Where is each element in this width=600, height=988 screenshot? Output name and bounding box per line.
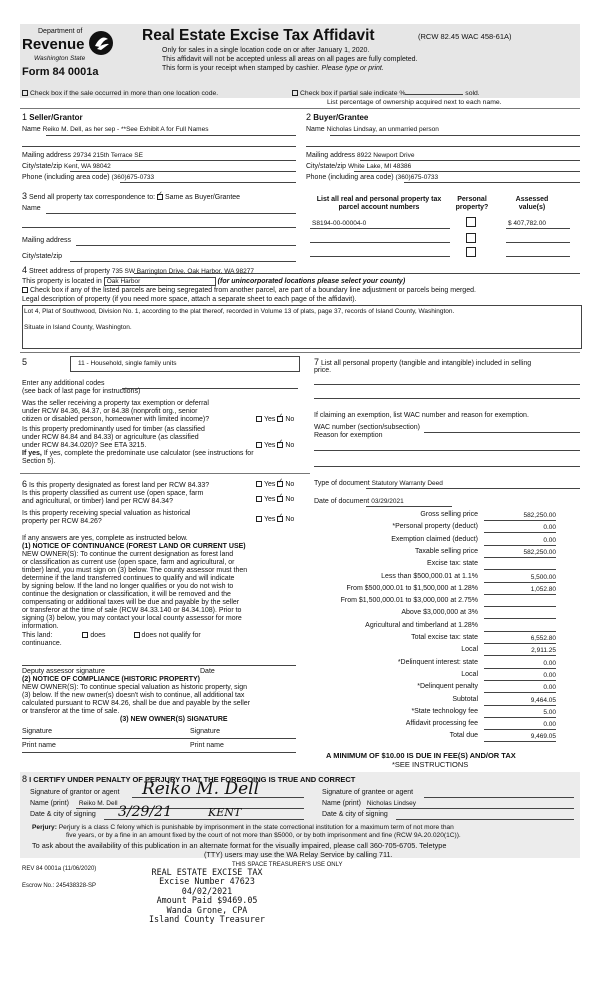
land-qualify-row[interactable]: This land: does does not qualify for	[22, 632, 201, 639]
buyer-section: 2 Buyer/Grantee	[306, 112, 369, 122]
q-forest-land: 6 Is this property designated as forest land per RCW 84.33?	[22, 479, 210, 489]
stamp-line: Wanda Grone, CPA	[166, 904, 248, 915]
grantee-date-label: Date & city of signing	[322, 811, 388, 818]
q-historic-b: property per RCW 84.26?	[22, 518, 102, 525]
additional-codes-a: Enter any additional codes	[22, 380, 105, 387]
q-exemption-a: Was the seller receiving a property tax exemption or deferral	[22, 400, 209, 407]
tax-row-line	[484, 557, 556, 558]
buyer-phone: Phone (including area code) (360)675-0733	[306, 174, 439, 181]
notice1-line: timber) land, you must sign on (3) below. The county assessor must then	[22, 567, 248, 574]
tax-row-label: Above $3,000,000 at 3%	[401, 609, 478, 617]
correspondence-name: Name	[22, 205, 41, 212]
tax-row-value: 2,911.25	[531, 647, 556, 655]
q-calculator-b: Section 5).	[22, 458, 56, 465]
tax-row-line	[484, 532, 556, 533]
tax-row-line	[484, 594, 556, 595]
accessibility-line-1: To ask about the availability of this publication in an alternate format for the visually impaired, please call 360-705-6705. Teletype	[32, 841, 447, 850]
form-number: Form 84 0001a	[22, 66, 99, 78]
correspondence-row: 3 Send all property tax correspondence to: ✓ Same as Buyer/Grantee	[22, 191, 240, 202]
q-calculator-a: If yes, If yes, complete the predominate use calculator (see instructions for	[22, 450, 254, 457]
tax-row-line	[484, 569, 556, 570]
section7-list: 7 List all personal property (tangible and intangible) included in selling	[314, 357, 532, 367]
tax-row-line	[484, 545, 556, 546]
title-reference: (RCW 82.45 WAC 458-61A)	[418, 32, 512, 41]
partial-sale-checkbox[interactable]: Check box if partial sale indicate % sold.	[292, 90, 480, 98]
header-note-1: Only for sales in a single location code on or after January 1, 2020.	[162, 47, 370, 54]
perjury-line-1: Perjury: Perjury is a class C felony which is punishable by imprisonment in the state correctional institution for a maximum term of not more than	[32, 824, 454, 831]
tax-row-line	[484, 680, 556, 681]
q-timber-b: under RCW 84.84 and 84.33) or agriculture (as classified	[22, 434, 199, 441]
legal-description-1: Lot 4, Plat of Southwood, Division No. 1, according to the plat thereof, recorded in Volume 13 of plats, page 37, records of Island County, Washington.	[24, 308, 455, 315]
stamp-line: Amount Paid $9469.05	[156, 895, 258, 906]
exemption-reason: Reason for exemption	[314, 432, 383, 439]
q-current-use-yesno[interactable]: Yes ✓ No	[256, 496, 294, 504]
notice1-line: continue the designation or classification, it will be removed and the	[22, 591, 231, 598]
tax-row-label: Less than $500,000.01 at 1.1%	[381, 572, 478, 580]
tax-row-line	[484, 643, 556, 644]
partial-sale-note: List percentage of ownership acquired next to each name.	[327, 99, 502, 106]
document-type: Type of document Statutory Warranty Deed	[314, 480, 443, 487]
tax-row-label: From $500,000.01 to $1,500,000 at 1.28%	[346, 584, 478, 592]
grantor-date: 3/29/21	[118, 804, 172, 820]
tax-row-line	[484, 520, 556, 521]
notice2-line: (3) below. If the new owner(s) doesn't wish to continue, all additional tax	[22, 692, 245, 699]
treasurer-use-label: THIS SPACE TREASURER'S USE ONLY	[232, 862, 343, 868]
tax-row-label: Excise tax: state	[427, 560, 478, 568]
notice1-line: or classification as current use (open space, farm and agricultural, or	[22, 559, 235, 566]
tax-row-label: Local	[461, 646, 478, 654]
buyer-city: City/state/zip White Lake, MI 48386	[306, 163, 412, 170]
tax-row-line	[484, 668, 556, 669]
tax-row-label: *State technology fee	[411, 707, 478, 715]
seller-section: 1 Seller/Grantor	[22, 112, 83, 122]
q-historic-yesno[interactable]: Yes ✓ No	[256, 516, 294, 524]
grantee-signature-label: Signature of grantee or agent	[322, 789, 414, 796]
parcel-col-assessed: Assessed value(s)	[515, 196, 549, 212]
page-title: Real Estate Excise Tax Affidavit	[142, 27, 375, 44]
q-forest-yesno[interactable]: Yes ✓ No	[256, 481, 294, 489]
tax-row-label: Exemption claimed (deduct)	[391, 535, 478, 543]
department-logo-icon	[88, 30, 114, 56]
header-note-2: This affidavit will not be accepted unless all areas on all pages are fully completed.	[162, 56, 418, 63]
parcel-col-accounts: List all real and personal property tax parcel account numbers	[316, 196, 442, 212]
notice2-line: calculated pursuant to RCW 84.26, shall be due and payable by the seller	[22, 700, 251, 707]
escrow-number: Escrow No.: 245438328-SP	[22, 883, 97, 889]
tax-row-line	[484, 692, 556, 693]
section7-list-b: price.	[314, 367, 332, 374]
tax-row-label: Subtotal	[452, 695, 478, 703]
stamp-line: Excise Number 47623	[159, 876, 255, 887]
grantor-signature: Reiko M. Dell	[142, 779, 260, 799]
tax-row-value: 6,552.80	[530, 635, 556, 642]
seller-name: Name Reiko M. Dell, as her sep - **See Exhibit A for Full Names	[22, 126, 209, 133]
notice1-line: compensating or additional taxes will be due and payable by the seller	[22, 599, 240, 606]
tax-row-line	[484, 582, 556, 583]
legal-description-2: Situate in Island County, Washington.	[24, 324, 132, 331]
continuance: continuance.	[22, 640, 62, 647]
stamp-line: REAL ESTATE EXCISE TAX	[151, 867, 263, 877]
q-current-use-b: and agricultural, or timber) land per RCW 84.34?	[22, 498, 173, 505]
tax-row-value: 9,469.05	[530, 733, 556, 741]
certify-heading: 8 I CERTIFY UNDER PENALTY OF PERJURY THAT THE FOREGOING IS TRUE AND CORRECT	[22, 774, 356, 784]
notice2-title: (2) NOTICE OF COMPLIANCE (HISTORIC PROPERTY)	[22, 676, 200, 683]
grantor-name-row: Name (print) Reiko M. Dell	[30, 800, 118, 807]
tax-row-value: 0.00	[543, 659, 556, 667]
personal-property-checkbox-2[interactable]	[466, 233, 476, 243]
property-street: 4 Street address of property 735 SW Barrington Drive, Oak Harbor, WA 98277	[22, 265, 254, 275]
seller-mailing: Mailing address 29734 215th Terrace SE	[22, 152, 143, 159]
tax-row-value: 1,052.80	[530, 585, 556, 593]
tax-row-label: *Delinquent penalty	[417, 683, 478, 691]
owner-signature-1: Signature	[22, 728, 52, 735]
section5-number: 5	[22, 357, 28, 367]
tax-row-line	[484, 631, 556, 632]
grantee-name-row: Name (print) Nicholas Lindsey	[322, 800, 416, 807]
owner-signature-2: Signature	[190, 728, 220, 735]
q-exemption-yesno[interactable]: Yes ✓ No	[256, 416, 294, 424]
segregated-checkbox[interactable]: Check box if any of the listed parcels are being segregated from another parcel, are part of a boundary line adjustment or parcels being merged.	[22, 287, 476, 295]
dept-line1: Department of	[38, 28, 83, 35]
notice1-line: NEW OWNER(S): To continue the current designation as forest land	[22, 551, 234, 558]
header-note-3: This form is your receipt when stamped by cashier. Please type or print.	[162, 65, 384, 72]
dept-logo-text: Revenue	[22, 36, 85, 53]
tax-row-line	[484, 606, 556, 607]
notice2-line: or transferor at the time of sale.	[22, 708, 120, 715]
property-located: This property is located in Oak Harbor (for unincorporated locations please select your county)	[22, 278, 406, 285]
grantor-signature-label: Signature of grantor or agent	[30, 789, 120, 796]
parcel-account-1: S8194-00-00004-0	[312, 220, 367, 227]
tax-row-value: 9,464.05	[530, 696, 556, 704]
grantor-date-label: Date & city of signing	[30, 811, 96, 818]
q-historic-a: Is this property receiving special valuation as historical	[22, 510, 191, 517]
owner-print-1: Print name	[22, 742, 56, 749]
q-exemption-b: under RCW 84.36, 84.37, or 84.38 (nonprofit org., senior	[22, 408, 198, 415]
tax-row-value: 0.00	[543, 684, 556, 692]
notice1-line: information.	[22, 623, 59, 630]
notice1-line: by signing below. If the land no longer qualifies or you do not wish to	[22, 583, 234, 590]
deputy-date-label: Date	[200, 668, 215, 675]
additional-codes-b: (see back of last page for instructions)	[22, 388, 141, 395]
tax-row-value: 0.00	[543, 671, 556, 679]
revision: REV 84 0001a (11/06/2020)	[22, 866, 97, 872]
if-any-yes: If any answers are yes, complete as instructed below.	[22, 535, 188, 542]
buyer-mailing: Mailing address 8922 Newport Drive	[306, 152, 415, 159]
treasurer-stamp	[142, 868, 272, 924]
parcel-value-1: $ 407,782.00	[508, 220, 546, 227]
parcel-col-personal: Personal property?	[455, 196, 489, 212]
owner-print-2: Print name	[190, 742, 224, 749]
q-timber-yesno[interactable]: Yes ✓ No	[256, 442, 294, 450]
tax-row-line	[484, 741, 556, 742]
tax-row-line	[484, 729, 556, 730]
perjury-line-2: five years, or by a fine in an amount fixed by the court of not more than $5000, or by both imprisonment and fine (RCW 9A.20.020(1C)).	[66, 832, 461, 839]
tax-row-value: 0.00	[543, 524, 556, 532]
grantor-city: KENT	[208, 806, 242, 819]
tax-row-label: Total due	[449, 732, 478, 740]
tax-row-label: Local	[461, 670, 478, 678]
multi-location-checkbox[interactable]: Check box if the sale occurred in more than one location code.	[22, 90, 218, 98]
see-instructions: *SEE INSTRUCTIONS	[392, 760, 469, 769]
notice1-line: determine if the land transferred continues to qualify and will indicate	[22, 575, 235, 582]
tax-row-label: Total excise tax: state	[411, 634, 478, 641]
tax-row-label: From $1,500,000.01 to $3,000,000 at 2.75%	[340, 597, 478, 605]
exemption-claim: If claiming an exemption, list WAC number and reason for exemption.	[314, 412, 529, 419]
tax-row-value: 0.00	[543, 721, 556, 729]
wac-number: WAC number (section/subsection)	[314, 424, 420, 431]
tax-row-label: Gross selling price	[420, 511, 478, 518]
use-code: 11 - Household, single family units	[78, 360, 177, 367]
notice2-line: NEW OWNER(S): To continue special valuation as historic property, sign	[22, 684, 247, 691]
tax-row-label: *Delinquent interest: state	[397, 658, 478, 666]
deputy-signature-label: Deputy assessor signature	[22, 668, 105, 675]
notice1-title: (1) NOTICE OF CONTINUANCE (FOREST LAND OR CURRENT USE)	[22, 543, 246, 550]
tax-row-value: 582,250.00	[523, 548, 556, 556]
q-timber-c: under RCW 84.34.020)? See ETA 3215.	[22, 442, 147, 449]
tax-row-label: Agricultural and timberland at 1.28%	[365, 621, 478, 629]
document-date: Date of document 03/29/2021	[314, 498, 404, 505]
personal-property-checkbox-1[interactable]	[466, 217, 476, 227]
tax-row-value: 5.00	[543, 708, 556, 716]
accessibility-line-2: (TTY) users may use the WA Relay Service by calling 711.	[204, 850, 393, 859]
tax-row-value: 0.00	[543, 536, 556, 544]
notice3-title: (3) NEW OWNER(S) SIGNATURE	[120, 716, 228, 723]
tax-row-label: Taxable selling price	[414, 547, 478, 555]
tax-row-line	[484, 618, 556, 619]
tax-row-line	[484, 705, 556, 706]
seller-city: City/state/zip Kent, WA 98042	[22, 163, 111, 170]
q-exemption-c: citizen or disabled person, homeowner with limited income)?	[22, 416, 210, 423]
stamp-line: 04/02/2021	[181, 885, 233, 896]
notice1-line: or transferor at the time of sale (RCW 84.33.140 or 84.34.108). Prior to	[22, 607, 242, 614]
correspondence-mail: Mailing address	[22, 237, 72, 244]
tax-row-line	[484, 655, 556, 656]
tax-row-label: *Personal property (deduct)	[392, 523, 478, 531]
dept-line3: Washington State	[34, 55, 86, 62]
tax-row-line	[484, 717, 556, 718]
legal-description-label: Legal description of property (if you need more space, attach a separate sheet to each page of the affidavit).	[22, 296, 357, 303]
tax-row-value: 582,250.00	[523, 512, 556, 519]
q-current-use-a: Is this property classified as current use (open space, farm	[22, 490, 204, 497]
q-timber-a: Is this property predominantly used for timber (as classified	[22, 426, 205, 433]
same-as-buyer-checkbox[interactable]	[157, 194, 163, 200]
tax-row-label: Affidavit processing fee	[405, 720, 478, 728]
stamp-line: Island County Treasurer	[149, 914, 265, 925]
tax-row-value: 5,500.00	[530, 573, 556, 581]
seller-phone: Phone (including area code) (360)675-0733	[22, 174, 155, 181]
buyer-name: Name Nicholas Lindsay, an unmarried person	[306, 126, 439, 133]
notice1-line: signing (3) below, you may contact your local county assessor for more	[22, 615, 242, 622]
personal-property-checkbox-3[interactable]	[466, 247, 476, 257]
correspondence-city: City/state/zip	[22, 253, 63, 260]
minimum-fee-notice: A MINIMUM OF $10.00 IS DUE IN FEE(S) AND/OR TAX	[326, 751, 516, 760]
